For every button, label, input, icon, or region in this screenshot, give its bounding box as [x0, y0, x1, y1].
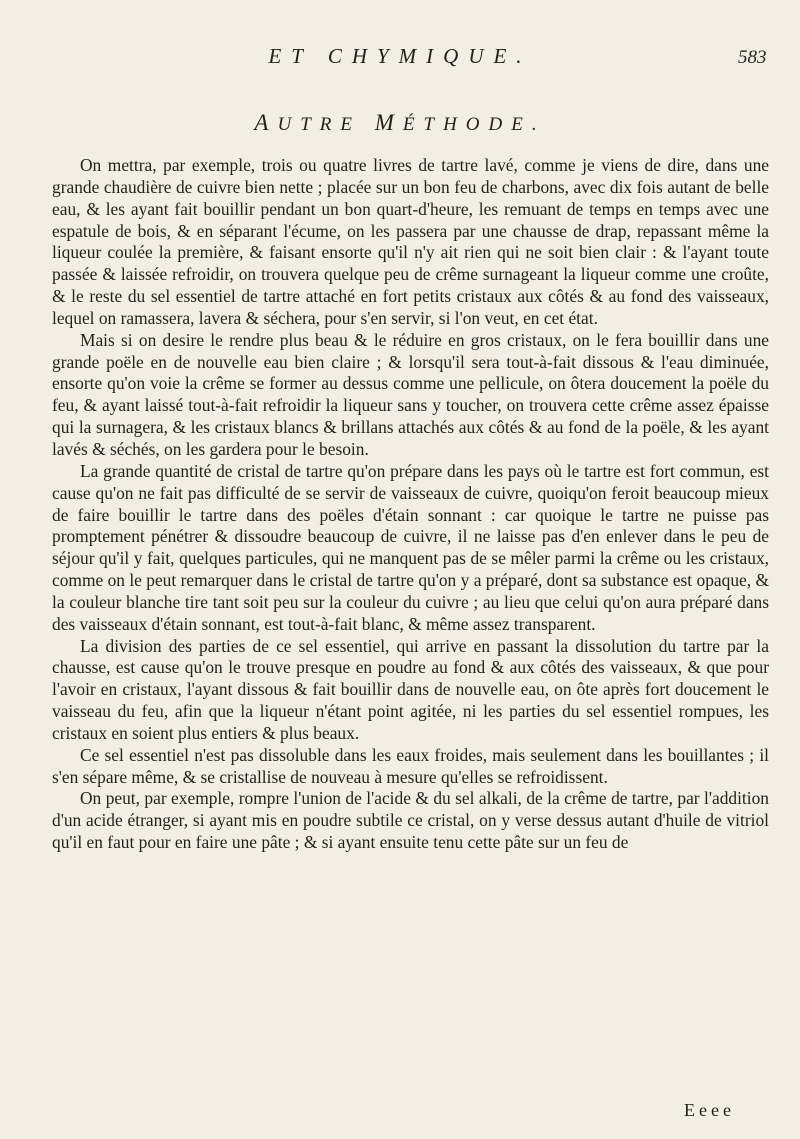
- paragraph-1: On mettra, par exemple, trois ou quatre livres de tartre lavé, comme je viens de dire, dans une grande chaudière de cuivre bien nette ; placée sur un bon feu de charbons, avec dix fois autant de belle eau, & les ayant fait bouillir pendant un bon quart-d'heure, les remuant de temps en temps avec une espatule de bois, & en séparant l'écume, on les passera par une chausse de drap, repassant même la liqueur coulée la première, & faisant ensorte qu'il n'y ait rien qui ne soit bien clair : & l'ayant toute passée & laissée refroidir, on trouvera quelque peu de crême surnageant la liqueur comme une croûte, & le reste du sel essentiel de tartre attaché en fort petits cristaux aux côtés & au fond des vaisseaux, lequel on ramassera, lavera & séchera, pour s'en servir, si l'on veut, en cet état.: [52, 155, 769, 328]
- section-title: [0, 110, 800, 136]
- title-part-1: UTRE: [277, 114, 375, 135]
- page-number: 583: [738, 47, 767, 68]
- running-head: ET CHYMIQUE.: [268, 44, 532, 68]
- paragraph-3: La grande quantité de cristal de tartre qu'on prépare dans les pays où le tartre est fort commun, est cause qu'on ne fait pas difficulté de se servir de vaisseaux de cuivre, quoiqu'on feroit beaucoup mieux de faire bouillir le tartre dans des poëles d'étain sonnant : car quoique le tartre ne puisse pas promptement pénétrer & dissoudre beaucoup de cuivre, il ne laisse pas d'en enlever dans le peu de séjour qu'il y fait, quelques particules, qui ne manquent pas de se mêler parmi la crême ou les cristaux, comme on le peut remarquer dans le cristal de tartre qu'on y a préparé, dont sa substance est opaque, & la couleur blanche tire tant soit peu sur la couleur du cuivre ; au lieu que celui qu'on aura préparé dans des vaisseaux d'étain sonnant, est tout-à-fait blanc, & même assez transparent.: [52, 460, 769, 634]
- catchword: Eeee: [684, 1100, 735, 1120]
- paragraph-2: Mais si on desire le rendre plus beau & le réduire en gros cristaux, on le fera bouillir dans une grande poële en de nouvelle eau bien claire ; & lorsqu'il sera tout-à-fait dissous & l'eau diminuée, ensorte qu'on voie la crême se former au dessus comme une pellicule, on ôtera doucement la poële du feu, & ayant laissé tout-à-fait refroidir la liqueur sans y toucher, on trouvera cette crême assez épaisse qui la surnagera, & les cristaux blancs & brillans attachés aux côtés & au fond de la poële, & les ayant lavés & séchés, on les gardera pour le besoin.: [52, 329, 769, 459]
- title-part-2: ÉTHODE.: [402, 114, 546, 135]
- paragraph-4: La division des parties de ce sel essentiel, qui arrive en passant la dissolution du tartre par la chausse, est cause qu'on le trouve presque en poudre au fond & aux côtés des vaisseaux, & que pour l'avoir en cristaux, l'ayant dissous & fait bouillir dans de nouvelle eau, on ôte après fort doucement le vaisseau du feu, afin que la liqueur n'étant point agitée, ni les parties du sel essentiel rompues, les cristaux en soient plus entiers & plus beaux.: [52, 635, 769, 743]
- paragraph-5: Ce sel essentiel n'est pas dissoluble dans les eaux froides, mais seulement dans les bouillantes ; il s'en sépare même, & se cristallise de nouveau à mesure qu'elles se refroidissent.: [52, 744, 769, 787]
- title-initial-a: A: [254, 110, 278, 135]
- body-text: [52, 155, 769, 854]
- title-initial-m: M: [374, 110, 403, 135]
- paragraph-6: On peut, par exemple, rompre l'union de l'acide & du sel alkali, de la crême de tartre, par l'addition d'un acide étranger, si ayant mis en poudre subtile ce cristal, on y verse dessus autant d'huile de vitriol qu'il en faut pour en faire une pâte ; & si ayant ensuite tenu cette pâte sur un feu de: [52, 788, 769, 853]
